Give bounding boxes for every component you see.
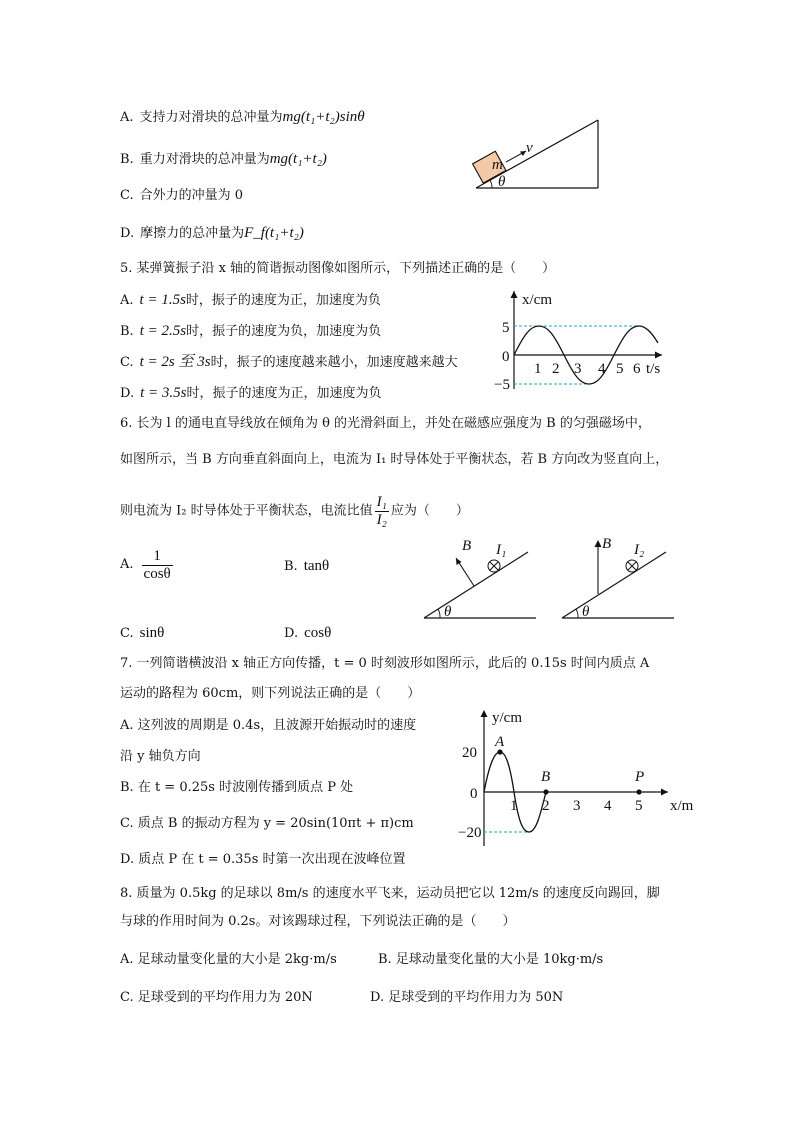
q7-xtick-5: 5 [635, 798, 643, 814]
q7-option-d: D. 质点 P 在 t = 0.35s 时第一次出现在波峰位置 [120, 852, 406, 867]
q7-point-p [636, 789, 641, 794]
q7-wave-graph [458, 706, 698, 850]
q6-option-a: A. $\frac{1}{\cos\theta}$ [120, 548, 171, 582]
q7-point-b [543, 789, 548, 794]
q8-option-b: B. 足球动量变化量的大小是 10kg·m/s [378, 952, 604, 967]
q8-option-d: D. 足球受到的平均作用力为 50N [370, 990, 564, 1005]
q6-fig2-angle: θ [582, 604, 590, 620]
q7-xtick-2: 2 [542, 798, 550, 814]
q5-option-c: C. t = 2s 至 3s时，振子的速度越来越小，加速度越来越大 [120, 354, 458, 370]
q5-xtick-2: 2 [552, 361, 560, 377]
q4-option-b: B. 重力对滑块的总冲量为mg(t₁+t₂) [120, 151, 327, 167]
q6-fig1-b-label: B [462, 538, 472, 554]
q7-xtick-4: 4 [604, 798, 612, 814]
q5-xtick-5: 5 [616, 361, 624, 377]
q5-xtick-1: 1 [534, 361, 542, 377]
q5-y-label: x/cm [522, 292, 552, 308]
q5-origin: 0 [502, 349, 510, 365]
q4-option-d: D. 摩擦力的总冲量为F_f(t₁+t₂) [120, 225, 304, 241]
q4-incline-figure [470, 110, 610, 195]
q5-ytick-neg: −5 [494, 377, 510, 393]
q4-option-c: C. 合外力的冲量为 0 [120, 188, 244, 203]
q5-xtick-6: 6 [633, 361, 641, 377]
q5-option-a: A. t = 1.5s时，振子的速度为正，加速度为负 [120, 292, 381, 308]
q7-point-b-label: B [541, 769, 551, 785]
q7-line2: 运动的路程为 60cm，则下列说法正确的是（ ） [120, 686, 421, 701]
q7-x-label: x/m [670, 798, 694, 814]
q6-fig1-angle: θ [444, 604, 452, 620]
q7-line1: 7. 一列简谐横波沿 x 轴正方向传播，t = 0 时刻波形如图所示，此后的 0.15s 时间内质点 A [120, 656, 650, 671]
q8-option-c: C. 足球受到的平均作用力为 20N [120, 990, 313, 1005]
q7-xticks [510, 798, 643, 814]
q5-stem: 5. 某弹簧振子沿 x 轴的简谐振动图像如图所示，下列描述正确的是（ ） [120, 261, 556, 276]
q4-velocity-label: v [526, 140, 533, 156]
q6-fig2-current: I₂ [634, 542, 645, 558]
q5-ytick-pos: 5 [502, 320, 510, 336]
q4-option-a: A. 支持力对滑块的总冲量为mg(t₁+t₂)sinθ [120, 109, 365, 125]
q7-point-a-label: A [495, 734, 505, 750]
q5-option-d: D. t = 3.5s时，振子的速度为正，加速度为负 [120, 385, 382, 401]
q7-y-label: y/cm [492, 710, 522, 726]
q6-line3: 则电流为 I₂ 时导体处于平衡状态，电流比值 $\frac{\text{I₁}}{\text{I₂}}$ 应为（ ） [120, 494, 469, 528]
q7-ytick-pos: 20 [462, 745, 477, 761]
q7-xtick-1: 1 [510, 798, 518, 814]
q5-xtick-4: 4 [598, 361, 606, 377]
q5-option-b: B. t = 2.5s时，振子的速度为负，加速度为负 [120, 323, 382, 339]
q8-line1: 8. 质量为 0.5kg 的足球以 8m/s 的速度水平飞来，运动员把它以 12m/s 的速度反向踢回，脚 [120, 886, 660, 901]
q6-line2: 如图所示，当 B 方向垂直斜面向上，电流为 I₁ 时导体处于平衡状态，若 B 方向改为竖直向上， [120, 452, 669, 467]
q7-ytick-neg: −20 [458, 825, 482, 841]
q7-option-c: C. 质点 B 的振动方程为 y = 20sin(10πt + π)cm [120, 816, 414, 831]
q7-option-b: B. 在 t = 0.25s 时波刚传播到质点 P 处 [120, 780, 354, 795]
q4-angle-label: θ [498, 174, 506, 190]
q7-origin: 0 [470, 786, 478, 802]
q7-xtick-3: 3 [573, 798, 581, 814]
q7-point-p-label: P [635, 769, 645, 785]
q6-current-ratio: $\frac{\text{I₁}}{\text{I₂}}$ [376, 494, 387, 528]
q8-line2: 与球的作用时间为 0.2s。对该踢球过程，下列说法正确的是（ ） [120, 914, 516, 929]
q7-option-a-line1: A. 这列波的周期是 0.4s，且波源开始振动时的速度 [120, 718, 417, 733]
q6-option-c: C. sinθ [120, 625, 165, 641]
q6-figure-1 [420, 536, 540, 622]
q7-option-a-line2: 沿 y 轴负方向 [120, 749, 201, 764]
q6-option-b: B. tanθ [284, 558, 330, 574]
q5-xticks [534, 361, 641, 377]
q5-oscillation-graph [480, 285, 670, 395]
q8-option-a: A. 足球动量变化量的大小是 2kg·m/s [120, 952, 337, 967]
q6-option-d: D. cosθ [284, 625, 332, 641]
q7-point-a [497, 749, 502, 754]
q5-xtick-3: 3 [574, 361, 582, 377]
q4-mass-label: m [492, 157, 503, 173]
q6-fig1-current: I₁ [496, 542, 507, 558]
q6-fig2-b-label: B [602, 536, 612, 552]
q6-line1: 6. 长为 l 的通电直导线放在倾角为 θ 的光滑斜面上，并处在磁感应强度为 B 的匀强磁场中， [120, 416, 651, 431]
q5-x-label: t/s [646, 361, 661, 377]
q6-figure-2 [558, 536, 678, 622]
